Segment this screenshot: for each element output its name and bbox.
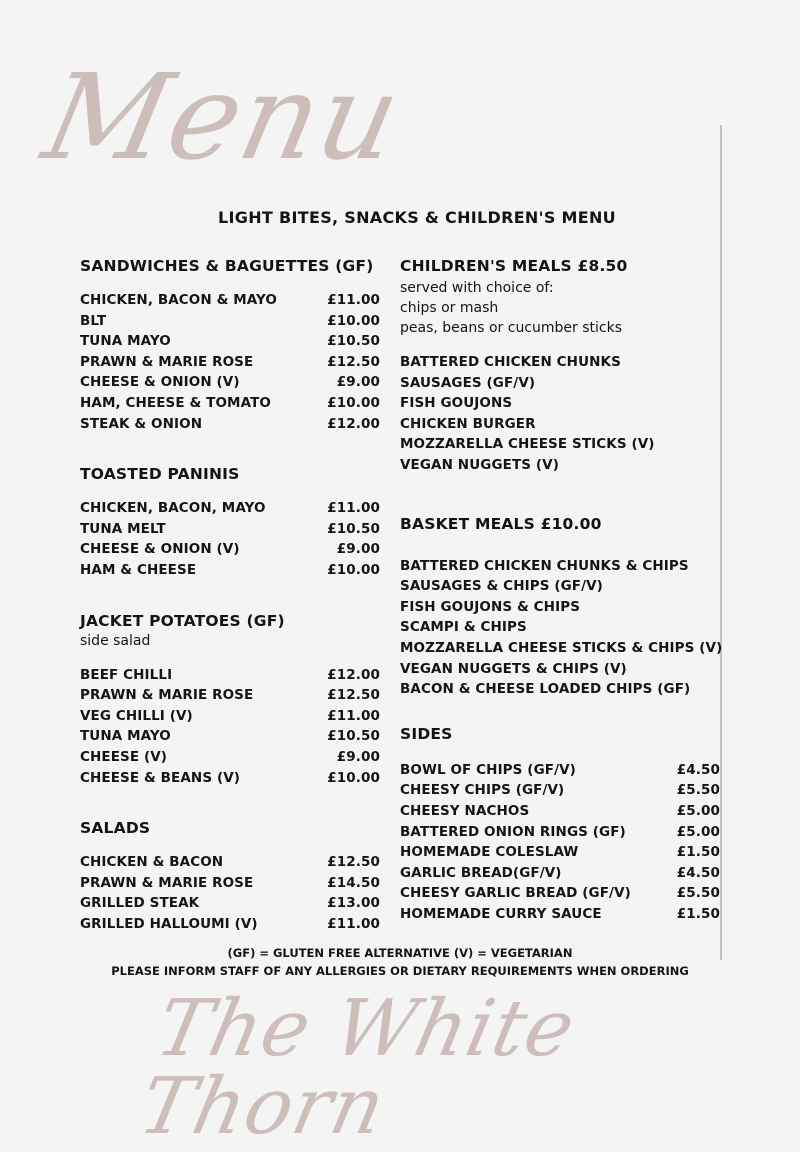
item-price: £4.50 <box>676 864 720 881</box>
item-price: £11.00 <box>327 500 380 517</box>
menu-item: SCAMPI & CHIPS <box>400 619 527 636</box>
footer-allergy-note: PLEASE INFORM STAFF OF ANY ALLERGIES OR DIETARY REQUIREMENTS WHEN ORDERING <box>111 964 689 978</box>
item-name: CHICKEN & BACON <box>80 854 224 871</box>
section-children <box>400 256 725 476</box>
item-price: £9.00 <box>336 374 380 391</box>
page-title: LIGHT BITES, SNACKS & CHILDREN'S MENU <box>218 208 616 227</box>
footer-legend: (GF) = GLUTEN FREE ALTERNATIVE (V) = VEGETARIAN <box>227 946 573 960</box>
menu-list <box>400 352 725 476</box>
item-price: £1.50 <box>676 844 720 861</box>
item-name: CHEESE & ONION (V) <box>80 541 240 558</box>
menu-item <box>400 883 720 904</box>
menu-item <box>400 822 720 843</box>
section-paninis <box>80 464 380 580</box>
menu-list <box>400 760 720 925</box>
item-price: £11.00 <box>327 292 380 308</box>
menu-list <box>80 498 380 580</box>
item-name: CHICKEN, BACON, MAYO <box>80 500 266 517</box>
item-name: BEEF CHILLI <box>80 666 173 683</box>
item-name: CHEESE & BEANS (V) <box>80 769 241 786</box>
item-price: £10.50 <box>327 333 380 350</box>
menu-item <box>400 842 720 863</box>
menu-item <box>80 414 380 435</box>
item-price: £10.00 <box>327 312 380 329</box>
item-name: CHEESY NACHOS <box>400 802 530 819</box>
section-salads <box>80 818 380 934</box>
menu-item <box>80 873 380 894</box>
menu-item: SAUSAGES & CHIPS (GF/V) <box>400 578 603 595</box>
item-name: PRAWN & MARIE ROSE <box>80 874 254 891</box>
item-price: £1.50 <box>676 905 720 922</box>
menu-item <box>80 768 380 789</box>
item-name: CHEESE (V) <box>80 748 168 765</box>
item-name: HAM & CHEESE <box>80 561 197 578</box>
item-price: £9.00 <box>336 541 380 558</box>
item-price: £5.00 <box>676 802 720 819</box>
item-price: £5.50 <box>676 885 720 902</box>
menu-item <box>80 539 380 560</box>
menu-logo: Menu <box>33 48 414 186</box>
menu-item <box>400 760 720 781</box>
item-price: £11.00 <box>327 915 380 932</box>
item-name: HOMEMADE COLESLAW <box>400 844 579 861</box>
section-title: BASKET MEALS £10.00 <box>400 514 602 533</box>
item-price: £14.50 <box>327 874 380 891</box>
menu-item: BATTERED CHICKEN CHUNKS <box>400 354 621 370</box>
menu-item <box>80 393 380 414</box>
menu-item <box>80 706 380 727</box>
item-price: £12.50 <box>327 353 380 370</box>
menu-item <box>400 780 720 801</box>
section-title: SALADS <box>80 819 151 838</box>
menu-item: MOZZARELLA CHEESE STICKS & CHIPS (V) <box>400 639 723 656</box>
menu-item <box>400 863 720 884</box>
section-subtitle: side salad <box>80 632 151 649</box>
item-name: STEAK & ONION <box>80 415 203 432</box>
item-price: £4.50 <box>676 761 720 778</box>
menu-item <box>80 560 380 581</box>
brand-logo: The White Thorn <box>132 984 583 1152</box>
item-name: TUNA MELT <box>80 520 166 537</box>
menu-item: BACON & CHEESE LOADED CHIPS (GF) <box>400 681 691 698</box>
menu-item <box>80 372 380 393</box>
section-title: JACKET POTATOES (GF) <box>80 611 285 630</box>
section-subtitle: peas, beans or cucumber sticks <box>400 320 622 336</box>
section-basket <box>400 514 725 700</box>
item-price: £10.00 <box>327 769 380 786</box>
item-price: £12.50 <box>327 854 380 871</box>
menu-item: SAUSAGES (GF/V) <box>400 374 536 391</box>
menu-item <box>80 914 380 935</box>
item-price: £10.50 <box>327 728 380 745</box>
menu-item <box>400 801 720 822</box>
menu-item <box>400 904 720 925</box>
section-title: SIDES <box>400 724 453 743</box>
section-sandwiches <box>80 256 380 434</box>
item-price: £12.00 <box>327 415 380 432</box>
item-name: HAM, CHEESE & TOMATO <box>80 394 271 411</box>
menu-item <box>80 893 380 914</box>
item-name: PRAWN & MARIE ROSE <box>80 687 254 704</box>
item-price: £12.50 <box>327 687 380 704</box>
section-subtitle: chips or mash <box>400 300 499 316</box>
section-title: TOASTED PANINIS <box>80 465 240 484</box>
menu-item: FISH GOUJONS & CHIPS <box>400 598 581 615</box>
menu-item <box>80 747 380 768</box>
item-price: £10.00 <box>327 561 380 578</box>
item-price: £10.00 <box>327 394 380 411</box>
item-name: BOWL OF CHIPS (GF/V) <box>400 761 576 778</box>
item-price: £9.00 <box>336 748 380 765</box>
item-name: GRILLED STEAK <box>80 895 200 912</box>
item-name: TUNA MAYO <box>80 333 171 350</box>
menu-item <box>80 519 380 540</box>
menu-item: BATTERED CHICKEN CHUNKS & CHIPS <box>400 557 689 574</box>
menu-item: VEGAN NUGGETS (V) <box>400 456 559 473</box>
section-subtitle: served with choice of: <box>400 280 554 296</box>
menu-item: CHICKEN BURGER <box>400 415 536 432</box>
right-column <box>400 256 725 924</box>
item-name: GRILLED HALLOUMI (V) <box>80 915 258 932</box>
item-name: GARLIC BREAD(GF/V) <box>400 864 562 881</box>
section-title: CHILDREN'S MEALS £8.50 <box>400 257 628 275</box>
menu-item <box>80 665 380 686</box>
item-name: HOMEMADE CURRY SAUCE <box>400 905 602 922</box>
menu-item <box>80 498 380 519</box>
item-price: £11.00 <box>327 707 380 724</box>
item-name: BLT <box>80 312 107 329</box>
menu-list <box>80 665 380 789</box>
menu-item: MOZZARELLA CHEESE STICKS (V) <box>400 436 655 453</box>
section-title: SANDWICHES & BAGUETTES (GF) <box>80 257 374 275</box>
menu-item <box>80 726 380 747</box>
item-price: £12.00 <box>327 666 380 683</box>
item-price: £5.00 <box>676 823 720 840</box>
item-price: £13.00 <box>327 895 380 912</box>
item-price: £5.50 <box>676 782 720 799</box>
item-name: CHICKEN, BACON & MAYO <box>80 292 277 308</box>
menu-item <box>80 290 380 311</box>
menu-item: VEGAN NUGGETS & CHIPS (V) <box>400 660 627 677</box>
menu-list <box>80 290 380 434</box>
menu-item <box>80 311 380 332</box>
menu-item <box>80 331 380 352</box>
item-name: VEG CHILLI (V) <box>80 707 193 724</box>
section-jackets <box>80 611 380 789</box>
item-name: CHEESE & ONION (V) <box>80 374 240 391</box>
item-price: £10.50 <box>327 520 380 537</box>
left-column <box>80 256 380 934</box>
item-name: TUNA MAYO <box>80 728 171 745</box>
item-name: CHEESY CHIPS (GF/V) <box>400 782 565 799</box>
item-name: PRAWN & MARIE ROSE <box>80 353 254 370</box>
menu-item <box>80 685 380 706</box>
menu-item <box>80 852 380 873</box>
item-name: BATTERED ONION RINGS (GF) <box>400 823 626 840</box>
menu-item <box>80 352 380 373</box>
menu-list <box>80 852 380 934</box>
menu-item: FISH GOUJONS <box>400 395 513 412</box>
item-name: CHEESY GARLIC BREAD (GF/V) <box>400 885 631 902</box>
menu-list <box>400 556 725 700</box>
section-sides <box>400 724 725 925</box>
